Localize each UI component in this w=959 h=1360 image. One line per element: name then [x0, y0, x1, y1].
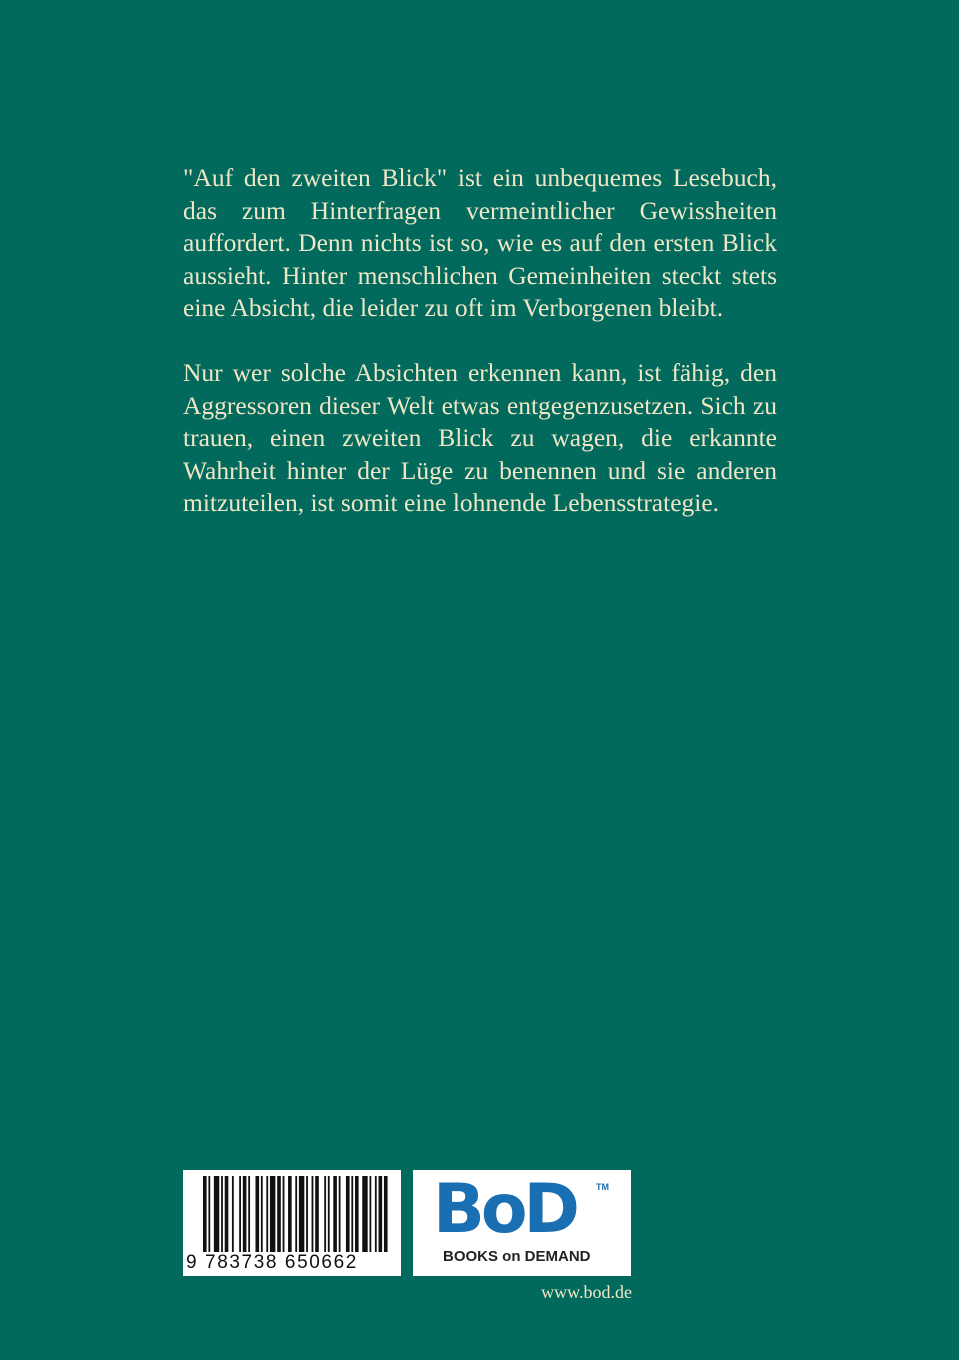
- trademark-mark: TM: [596, 1182, 609, 1192]
- barcode-bar: [324, 1176, 326, 1252]
- barcode-bar: [346, 1176, 350, 1252]
- barcode-bar: [208, 1176, 210, 1252]
- publisher-logo-box: [413, 1170, 631, 1276]
- publisher-logo: BoD: [433, 1170, 576, 1249]
- barcode-bar: [288, 1176, 292, 1252]
- barcode-bar: [315, 1176, 319, 1252]
- barcode-bar: [214, 1176, 219, 1252]
- barcode-bar: [255, 1176, 259, 1252]
- barcode-bar: [239, 1176, 241, 1252]
- barcode-bar: [295, 1176, 297, 1252]
- barcode-bar: [277, 1176, 281, 1252]
- barcode-bar: [299, 1176, 304, 1252]
- barcode-bar: [261, 1176, 263, 1252]
- barcode-bar: [339, 1176, 341, 1252]
- isbn-barcode: [183, 1170, 401, 1276]
- barcode-bar: [384, 1176, 388, 1252]
- barcode-bar: [221, 1176, 223, 1252]
- barcode-digits: 9 783738 650662: [186, 1252, 358, 1273]
- barcode-bar: [362, 1176, 367, 1252]
- barcode-bar: [355, 1176, 359, 1252]
- barcode-bar: [248, 1176, 250, 1252]
- publisher-tagline: BOOKS on DEMAND: [443, 1248, 591, 1265]
- barcode-bar: [312, 1176, 314, 1252]
- barcode-bar: [333, 1176, 337, 1252]
- barcode-bar: [203, 1176, 207, 1252]
- blurb-text: [183, 162, 777, 552]
- barcode-bar: [283, 1176, 285, 1252]
- barcode-bar: [306, 1176, 308, 1252]
- barcode-bar: [270, 1176, 275, 1252]
- barcode-bar: [328, 1176, 330, 1252]
- blurb-paragraph-1: "Auf den zweiten Blick" ist ein unbequemes Lesebuch, das zum Hinterfragen vermeintlicher Gewissheiten auffordert. Denn nichts ist so, wie es auf den ersten Blick aussieht. Hinter menschlichen Gemeinheiten steckt stets eine Absicht, die leider zu oft im Verborgenen bleibt.: [183, 163, 777, 323]
- barcode-bar: [225, 1176, 229, 1252]
- publisher-url: www.bod.de: [541, 1282, 632, 1302]
- barcode-bar: [369, 1176, 371, 1252]
- barcode-bar: [266, 1176, 268, 1252]
- barcode-bar: [375, 1176, 377, 1252]
- barcode-bar: [232, 1176, 234, 1252]
- barcode-bar: [243, 1176, 247, 1252]
- barcode-bar: [351, 1176, 353, 1252]
- blurb-paragraph-2: Nur wer solche Absichten erkennen kann, ist fähig, den Aggressoren dieser Welt etwas entgegenzusetzen. Sich zu trauen, einen zweiten Blick zu wagen, die erkannte Wahrheit hinter der Lüge zu benennen und sie anderen mitzuteilen, ist somit eine lohnende Lebensstrategie.: [183, 357, 777, 518]
- barcode-bar: [379, 1176, 383, 1252]
- barcode-bars: [203, 1176, 393, 1252]
